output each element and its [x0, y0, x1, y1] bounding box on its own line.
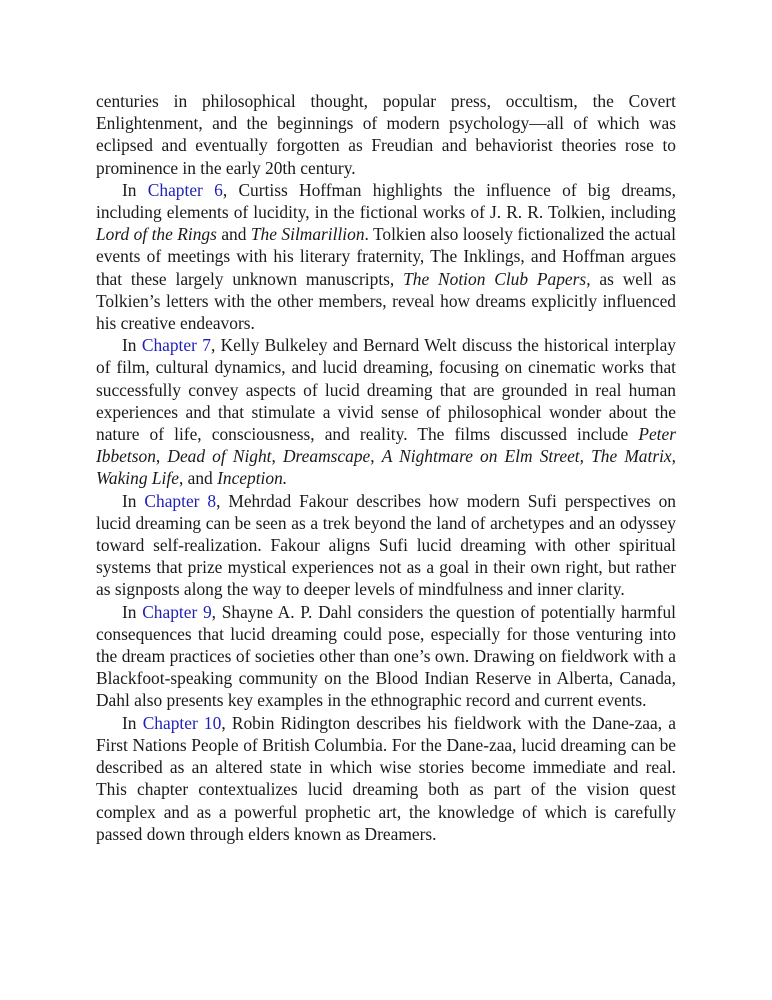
- paragraph-text: ,: [155, 446, 168, 467]
- italic-title: Lord of the Rings: [96, 224, 217, 245]
- paragraph-text: and: [216, 224, 251, 245]
- paragraph-text: ,: [271, 446, 283, 467]
- paragraph-text: . Tolkien also loosely fictionalized the actual events of meetings with his literary fraternity, The Inklings, and Hoffman argues that these largely unknown manuscripts,: [96, 224, 676, 289]
- italic-title: A Nightmare on Elm Street: [381, 446, 580, 467]
- paragraph-text: , as well as Tolkien’s letters with the other members, reveal how dreams explicitly influenced his creative endeavors.: [96, 268, 676, 334]
- italic-title: Peter Ibbetson: [96, 424, 676, 467]
- italic-title: Inception.: [217, 468, 288, 489]
- italic-title: The Notion Club Papers: [403, 268, 587, 289]
- paragraph-text: ,: [579, 446, 592, 467]
- chapter-link[interactable]: Chapter 8: [144, 490, 217, 511]
- paragraph-text: ,: [671, 446, 677, 467]
- italic-title: Dreamscape: [282, 446, 371, 467]
- paragraph-chapter-9: [96, 601, 676, 712]
- paragraph-text: In: [122, 335, 142, 356]
- paragraph-continuation: [96, 90, 676, 179]
- paragraph-text: centuries in philosophical thought, popular press, occultism, the Covert Enlightenment, and the beginnings of modern psychology—all of which was eclipsed and eventually forgotten as Freudian and behaviorist theories rose to prominence in the early 20th century.: [96, 91, 676, 178]
- paragraph-text: ,: [370, 446, 382, 467]
- chapter-link[interactable]: Chapter 7: [141, 335, 211, 356]
- italic-title: Waking Life: [96, 468, 179, 489]
- paragraph-text: In: [122, 490, 145, 511]
- paragraph-text: , Robin Ridington describes his fieldwork with the Dane-zaa, a First Nations People of British Columbia. For the Dane-zaa, lucid dreaming can be described as an altered state in which wise stories become immediate and real. This chapter contextualizes lucid dreaming both as part of the vision quest complex and as a powerful prophetic art, the knowledge of which is carefully passed down through elders known as Dreamers.: [96, 712, 676, 844]
- paragraph-text: In: [122, 179, 148, 200]
- chapter-link[interactable]: Chapter 6: [147, 179, 223, 200]
- paragraph-text: In: [122, 712, 143, 733]
- paragraph-text: , Kelly Bulkeley and Bernard Welt discuss the historical interplay of film, cultural dynamics, and lucid dreaming, focusing on cinematic works that successfully convey aspects of lucid dreaming that are grounded in real human experiences and that stimulate a vivid sense of philosophical wonder about the nature of life, consciousness, and reality. The films discussed include: [96, 335, 677, 445]
- italic-title: The Matrix: [591, 446, 672, 467]
- italic-title: The Silmarillion: [250, 224, 365, 245]
- chapter-link[interactable]: Chapter 9: [142, 601, 212, 622]
- paragraph-text: , Curtiss Hoffman highlights the influence of big dreams, including elements of lucidity, in the fictional works of J. R. R. Tolkien, including: [96, 179, 677, 223]
- paragraph-chapter-10: [96, 712, 676, 845]
- paragraph-text: , Mehrdad Fakour describes how modern Sufi perspectives on lucid dreaming can be seen as a trek beyond the land of archetypes and an odyssey toward self-realization. Fakour aligns Sufi lucid dreaming with other spiritual systems that prize mystical experiences not as a goal in their own right, but rather as signposts along the way to deeper levels of mindfulness and inner clarity.: [96, 490, 676, 600]
- paragraph-chapter-6: [96, 179, 676, 334]
- paragraph-chapter-8: [96, 490, 676, 601]
- italic-title: Dead of Night: [167, 446, 272, 467]
- book-page-body: [96, 90, 676, 845]
- paragraph-text: , and: [178, 468, 218, 489]
- paragraph-chapter-7: [96, 334, 676, 489]
- paragraph-text: In: [122, 601, 143, 622]
- paragraph-text: , Shayne A. P. Dahl considers the question of potentially harmful consequences that lucid dreaming could pose, especially for those venturing into the dream practices of societies other than one’s own. Drawing on fieldwork with a Blackfoot-speaking community on the Blood Indian Reserve in Alberta, Canada, Dahl also presents key examples in the ethnographic record and current events.: [96, 601, 676, 711]
- chapter-link[interactable]: Chapter 10: [142, 712, 222, 733]
